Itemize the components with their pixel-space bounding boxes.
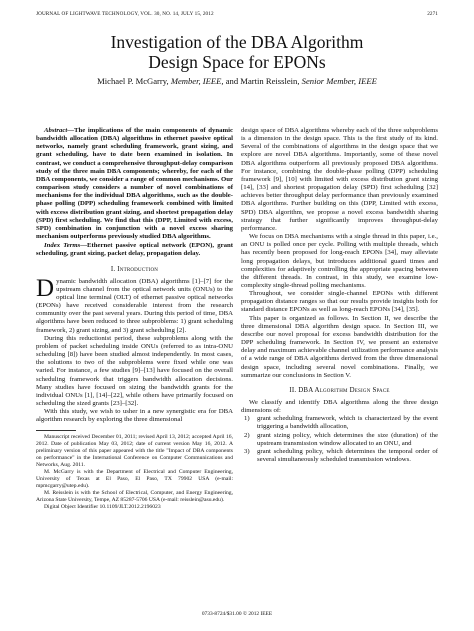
- intro-paragraph-6: This paper is organized as follows. In Section II, we describe the three dimensional DBA algorithm design space. In Section III, we describe our novel proposal for excess bandwidth distribution for the DPP scheduling framework. In Section IV, we present an extensive delay and maximum achievable channel utilization performance analysis of a wide range of DBA algorithms derived from the three dimensional design space, including several novel combinations. Finally, we summarize our conclusions in Section V.: [241, 314, 438, 379]
- running-head: [36, 11, 438, 20]
- section-2-numeral: II.: [289, 386, 297, 394]
- section-2-title: DBA Algorithm Design Space: [298, 386, 390, 394]
- list-item-number: 1): [244, 415, 250, 423]
- section-1-numeral: I.: [110, 265, 116, 273]
- right-column: [241, 127, 438, 464]
- intro-paragraph-1: [36, 274, 233, 335]
- section-1-heading: [36, 266, 233, 274]
- list-item-number: 2): [244, 431, 250, 439]
- intro-paragraph-2: During this reductionist period, these subproblems along with the problem of packet scheduling inside ONUs (referred to as intra-ONU scheduling [8]) have been studied almost independently. In most cases, the solutions to two of the subproblems were fixed while one was varied. For instance, a few studies [9]–[13] have focused on the overall scheduling framework that triggers bandwidth allocation decisions. Many studies have focused on sizing the bandwidth grants for the individual ONUs [1], [14]–[22], while others have primarily focused on scheduling the sized grants [23]–[32].: [36, 334, 233, 407]
- left-column: [36, 127, 233, 510]
- author-line: [0, 76, 474, 86]
- intro-paragraph-3-continued: design space of DBA algorithms whereby each of the three subproblems is a dimension in the design space. This is the first study of its kind. Several of the combinations of algorithms in the design space that we explore are novel DBA algorithms. Importantly, some of these novel DBA algorithms outperform all previously proposed DBA algorithms. For instance, combining the double-phase polling (DPP) scheduling framework [9], [10] with limited with excess distribution grant sizing [14], [33] and shortest propagation delay (SPD) first scheduling [32] achieves better throughput delay performance than previously examined DBA algorithms. Further building on this (DPP, Limited with excess, SPD) DBA algorithm, we propose a novel excess bandwidth sharing strategy that further significantly improves throughput-delay performance.: [241, 127, 438, 232]
- list-item-text: grant scheduling policy, which determines the temporal order of several simultaneously scheduled transmission windows.: [257, 447, 438, 464]
- drop-cap: D: [36, 274, 55, 302]
- section-1-title: Introduction: [117, 265, 159, 273]
- abstract-text: —The implications of the main components of dynamic bandwidth allocation (DBA) algorithms in ethernet passive optical networks, namely grant scheduling framework, grant sizing, and grant scheduling, have to date been examined in isolation. In contrast, we conduct a comprehensive throughput-delay comparison study of the three main DBA components; whereby, for each of the DBA components, we consider a range of common mechanisms. Our comparison study considers a number of novel combinations of mechanisms for the individual DBA algorithms, such as the double-phase polling (DPP) scheduling framework combined with limited with excess distribution grant sizing, and shortest propagation delay (SPD) first scheduling. We find that this (DPP, Limited with excess, SPD) combination in conjunction with a novel excess sharing mechanism outperforms previously studied DBA algorithms.: [36, 127, 233, 241]
- author-2-name: Martin Reisslein,: [240, 76, 300, 86]
- list-item: [244, 431, 438, 448]
- index-terms-label: Index Terms: [44, 242, 81, 250]
- intro-paragraph-1-text: ynamic bandwidth allocation (DBA) algorithms [1]–[7] for the upstream channel from the optical network units (ONUs) to the optical line terminal (OLT) of ethernet passive optical networks (EPONs) have received considerable interest from the research community over the past several years. During this period of time, DBA algorithms have been reduced to three subproblems: 1) grant scheduling framework, 2) grant sizing, and 3) grant scheduling [2].: [36, 277, 233, 334]
- paper-title-line-1: Investigation of the DBA Algorithm: [110, 32, 364, 52]
- footnote-author-1: M. McGarry is with the Department of Electrical and Computer Engineering, University of Texas at El Paso, El Paso, TX 79902 USA (e-mail: mpmcgarry@utep.edu).: [36, 469, 233, 489]
- abstract-label: Abstract: [44, 127, 68, 134]
- list-item: [244, 447, 438, 464]
- intro-paragraph-5: Throughout, we consider single-channel EPONs with different propagation distance ranges so that our results provide insights both for standard distance EPONs as well as long-reach EPONs [34], [35].: [241, 290, 438, 314]
- list-item-text: grant sizing policy, which determines the size (duration) of the upstream transmission window allocated to an ONU, and: [257, 431, 438, 447]
- intro-paragraph-3: With this study, we wish to usher in a new synergistic era for DBA algorithm research by exploring the three dimensional: [36, 408, 233, 424]
- title-block: [0, 32, 474, 86]
- list-item: [244, 415, 438, 431]
- author-1-name: Michael P. McGarry,: [97, 76, 169, 86]
- footnote-divider: [36, 430, 76, 431]
- copyright-line: 0733-8724/$31.00 © 2012 IEEE: [201, 611, 273, 617]
- section-2-heading: [241, 387, 438, 395]
- paper-title-line-2: Design Space for EPONs: [148, 52, 326, 72]
- author-2-role: Senior Member, IEEE: [301, 76, 377, 86]
- footnote-author-2: M. Reisslein is with the School of Electrical, Computer, and Energy Engineering, Arizona State University, Tempe, AZ 85287-5706 USA (e-mail: reisslein@asu.edu).: [36, 489, 233, 503]
- index-terms: [36, 242, 233, 258]
- journal-name: JOURNAL OF LIGHTWAVE TECHNOLOGY, VOL. 30, NO. 14, JULY 15, 2012: [36, 11, 214, 17]
- footnote-doi: Digital Object Identifier 10.1109/JLT.2012.2196023: [44, 503, 161, 510]
- author-1-role: Member, IEEE,: [170, 76, 224, 86]
- footnote-manuscript: Manuscript received December 01, 2011; revised April 13, 2012; accepted April 16, 2012. Date of publication May 03, 2012; date of current version May 16, 2012. A preliminary version of this paper appeared with the title "Impact of DBA components on performance" in the International Conference on Computer Communications and Networks, Aug. 2011.: [36, 434, 233, 469]
- list-item-number: 3): [244, 447, 250, 455]
- author-conjunction: and: [225, 76, 239, 86]
- section-2-intro: We classify and identify DBA algorithms along the three design dimensions of:: [241, 399, 438, 415]
- footnotes: [36, 434, 233, 510]
- intro-paragraph-4: We focus on DBA mechanisms with a single thread in this paper, i.e., an ONU is polled once per cycle. Polling with multiple threads, which has recently been proposed for long-reach EPONs [34], may alleviate long propagation delays, but introduces additional guard times and complexities for adaptively controlling the appropriate spacing between the different threads. In contrast, in this study, we examine low-complexity single-thread polling mechanisms.: [241, 233, 438, 289]
- page-number: 2271: [427, 11, 438, 17]
- list-item-text: grant scheduling framework, which is characterized by the event triggering a bandwidth allocation,: [257, 415, 438, 431]
- abstract: [36, 127, 233, 241]
- index-terms-text: —Ethernet passive optical network (EPON), grant scheduling, grant sizing, packet delay, propagation delay.: [36, 242, 233, 258]
- design-dimension-list: [241, 415, 438, 464]
